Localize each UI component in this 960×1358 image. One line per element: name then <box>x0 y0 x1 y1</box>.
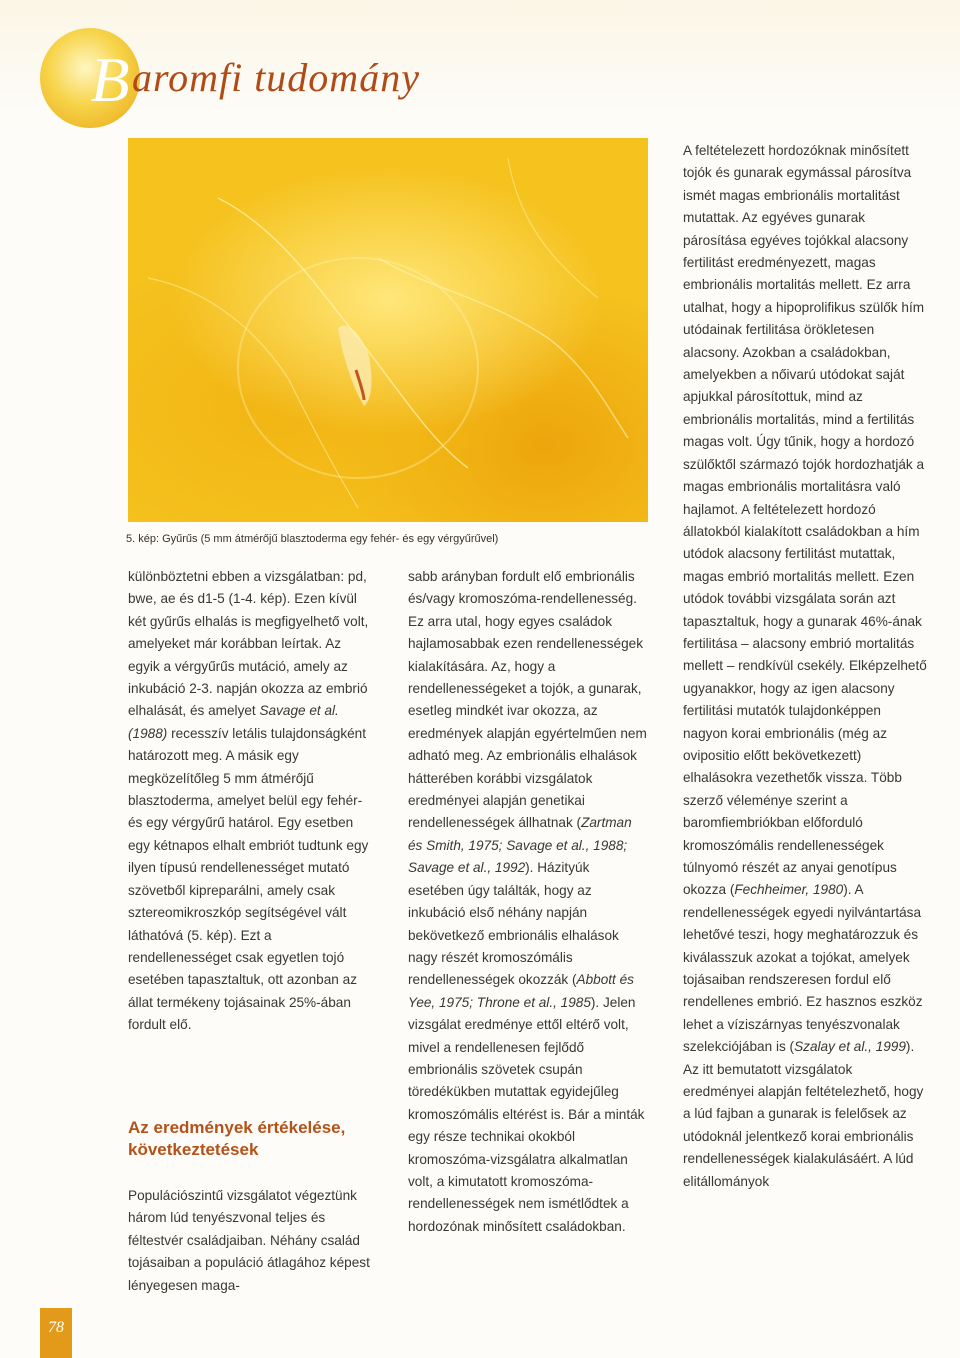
col3-text-c: ). Az itt bemutatott vizsgálatok eredményei alapján feltételezhető, hogy a lúd fajban a gunarak is felelősek az utódoknál jelentkező korai embrionális rendellenességek kialakulásáért. A lúd elitállományok <box>683 1039 924 1189</box>
section-body: Populációszintű vizsgálatot végeztünk három lúd tenyészvonal teljes és féltestvér családjaiban. Néhány család tojásaiban a populáció átlagához képest lényegesen maga- <box>128 1188 370 1293</box>
column-2-text <box>408 566 648 1238</box>
citation-abbott: Abbott és Yee, 1975; Throne et al., 1985 <box>408 972 634 1010</box>
citation-savage-1988: Savage et al. (1988) <box>128 703 339 741</box>
col3-text-a: A feltételezett hordozóknak minősített tojók és gunarak egymással párosítva ismét magas embrionális mortalitást mutattak. Az egyéves gunarak párosítása egyéves tojókkal alacsony fertilitást eredményezett, magas embrionális mortalitás mellett. Ez arra utalhat, hogy a hipoprolifikus szülők hím utódainak fertilitása örökletesen alacsony. Azokban a családokban, amelyekben a nőivarú utódokat saját apjukkal párosítottuk, mind az embrionális mortalitás, mind a fertilitás magas volt. Úgy tűnik, hogy a hordozó szülőktől származó tojók hordozhatják a magas embrionális mortalitásra való hajlamot. A feltételezett hordozó állatokból kialakított családokban a hím utódok alacsony fertilitást mutattak, magas embrió mortalitás mellett. Ezen utódok további vizsgálata során azt tapasztaltuk, hogy a gunarak 46%-ának fertilitása – alacsony embrió mortalitás mellett – rendkívül csekély. Elképzelhető ugyanakkor, hogy az igen alacsony fertilitási mutatók tulajdonképpen nagyon korai embrionális (még az ovipositio előtt bekövetkezett) elhalásokra vezethetők vissza. Több szerző véleménye szerint a baromfiembriókban előforduló kromoszómális rendellenességek túlnyomó részét az anyai genotípus okozza ( <box>683 143 927 898</box>
citation-szalay: Szalay et al., 1999 <box>794 1039 906 1055</box>
page-number: 78 <box>48 1319 64 1336</box>
column-1-text <box>128 566 370 1037</box>
section-heading: Az eredmények értékelése, következtetések <box>128 1118 346 1159</box>
photo-detail <box>128 138 648 522</box>
col2-text-b: ). Házityúk esetében úgy találták, hogy az inkubáció első néhány napján bekövetkező embrionális elhalások nagy részét kromoszómális rendellenességek okozzák ( <box>408 860 619 988</box>
col2-text-a: sabb arányban fordult elő embrionális és/vagy kromoszóma-rendellenesség. Ez arra utal, hogy egyes családok hajlamosabbak ezen rendellenességek kialakítására. Az, hogy a rendellenességeket a tojók, a gunarak, esetleg mindkét ivar okozza, az eredmények alapján egyértelműen nem adható meg. Az embrionális elhalások hátterében korábbi vizsgálatok eredményei alapján genetikai rendellenességek állhatnak ( <box>408 569 647 831</box>
citation-fechheimer: Fechheimer, 1980 <box>734 882 844 898</box>
column-3-text <box>683 140 927 1193</box>
col2-text-c: ). Jelen vizsgálat eredménye ettől eltérő volt, mivel a rendellenesen fejlődő embrionális szövetek csupán töredékükben mutattak egyidejűleg kromoszómális eltérést is. Bár a minták egy része technikai okokból kromoszóma-vizsgálatra alkalmatlan volt, a kimutatott kromoszóma-rendellenességek nem ismétlődtek a hordozónak minősített családokban. <box>408 994 645 1234</box>
col1-text-a: különböztetni ebben a vizsgálatban: pd, bwe, ae és d1-5 (1-4. kép). Ezen kívül két gyűrűs elhalás is megfigyelhető volt, amelyeket már korábban leírtak. Az egyik a vérgyűrűs mutáció, amely az inkubáció 2-3. napján okozza az embrió elhalását, és amelyet <box>128 569 369 719</box>
citation-zartman: Zartman és Smith, 1975; Savage et al., 1988; Savage et al., 1992 <box>408 815 632 876</box>
col1-text-b: recesszív letális tulajdonságként határozott meg. A másik egy megközelítőleg 5 mm átmérőjű blasztoderma, amelyet belül egy fehér- és egy vérgyűrű határol. Egy esetben egy kétnapos elhalt embriót tudtunk egy ilyen típusú rendellenességet mutató szövetből kipreparálni, amely csak sztereomikroszkóp segítségével vált láthatóvá (5. kép). Ezt a rendellenességet csak egyetlen tojó esetében tapasztaltuk, ott azonban az állat termékeny tojásainak 25%-ában fordult elő. <box>128 725 369 1033</box>
figure-caption: 5. kép: Gyűrűs (5 mm átmérőjű blasztoderma egy fehér- és egy vérgyűrűvel) <box>126 533 499 545</box>
logo-initial: B <box>90 44 130 115</box>
col3-text-b: ). A rendellenességek egyedi nyilvántartása lehetővé teszi, hogy meghatározzuk és kiválasszuk azokat a tojókat, amelyek tojásaiban rendszeresen fordul elő rendellenes embrió. Ez hasznos eszköz lehet a víziszárnyas tenyészvonalak szelekciójában is ( <box>683 882 923 1055</box>
blastoderm-photo <box>128 138 648 522</box>
journal-title: aromfi tudomány <box>132 55 420 100</box>
